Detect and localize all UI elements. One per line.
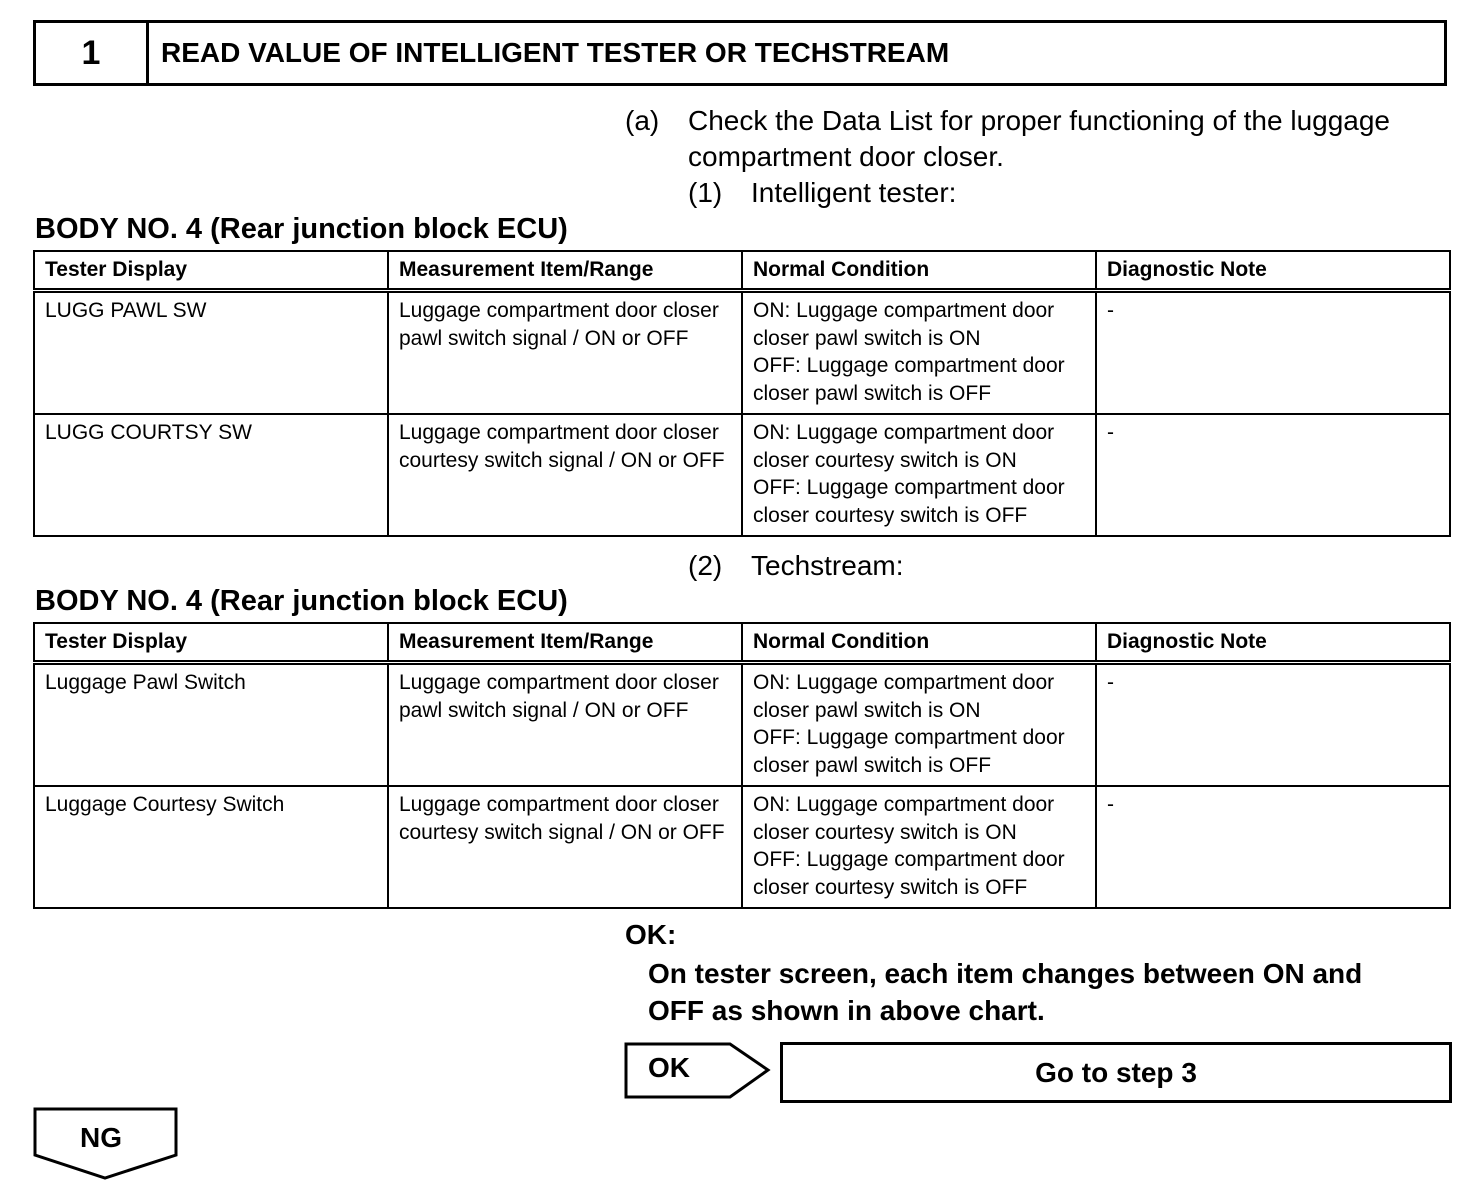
instruction-sub2-mark: (2)	[688, 550, 723, 581]
table2-title: BODY NO. 4 (Rear junction block ECU)	[35, 585, 568, 617]
normal-on: ON: Luggage compartment door closer courtesy switch is ON	[753, 793, 1055, 844]
goto-step-button[interactable]	[780, 1042, 1452, 1103]
table-row	[34, 663, 1450, 787]
ok-condition-line2: OFF as shown in above chart.	[648, 995, 1045, 1026]
table-row	[34, 414, 1450, 536]
data-list-table-2	[33, 622, 1451, 909]
ok-condition-line1: On tester screen, each item changes between ON and	[648, 958, 1363, 989]
table1-title: BODY NO. 4 (Rear junction block ECU)	[35, 213, 568, 245]
header-diagnostic-note: Diagnostic Note	[1096, 623, 1450, 663]
normal-off: OFF: Luggage compartment door closer pawl switch is OFF	[753, 354, 1065, 405]
normal-on: ON: Luggage compartment door closer pawl switch is ON	[753, 299, 1055, 350]
header-tester-display: Tester Display	[34, 251, 388, 291]
cell-measurement: Luggage compartment door closer courtesy switch signal / ON or OFF	[388, 414, 742, 536]
table-row	[34, 786, 1450, 908]
normal-off: OFF: Luggage compartment door closer pawl switch is OFF	[753, 726, 1065, 777]
cell-diagnostic-note: -	[1096, 291, 1450, 415]
cell-normal-condition	[742, 786, 1096, 908]
instruction-a-line1: Check the Data List for proper functioning of the luggage	[688, 105, 1390, 136]
cell-tester-display: Luggage Courtesy Switch	[34, 786, 388, 908]
ng-label: NG	[80, 1122, 122, 1153]
ok-condition-text	[648, 955, 1448, 1029]
cell-tester-display: Luggage Pawl Switch	[34, 663, 388, 787]
header-tester-display: Tester Display	[34, 623, 388, 663]
cell-measurement: Luggage compartment door closer courtesy switch signal / ON or OFF	[388, 786, 742, 908]
step-number: 1	[36, 23, 149, 83]
instruction-sub2-text: Techstream:	[751, 550, 904, 581]
header-measurement: Measurement Item/Range	[388, 251, 742, 291]
header-normal-condition: Normal Condition	[742, 251, 1096, 291]
cell-diagnostic-note: -	[1096, 663, 1450, 787]
cell-normal-condition	[742, 291, 1096, 415]
header-diagnostic-note: Diagnostic Note	[1096, 251, 1450, 291]
normal-on: ON: Luggage compartment door closer pawl switch is ON	[753, 671, 1055, 722]
ok-arrow-label: OK	[648, 1052, 690, 1083]
step-header	[33, 20, 1447, 86]
cell-diagnostic-note: -	[1096, 786, 1450, 908]
data-list-table-1	[33, 250, 1451, 537]
normal-off: OFF: Luggage compartment door closer courtesy switch is OFF	[753, 848, 1065, 899]
table-header-row	[34, 623, 1450, 663]
ok-arrow-icon	[624, 1042, 774, 1100]
cell-tester-display: LUGG COURTSY SW	[34, 414, 388, 536]
ok-label: OK:	[625, 919, 677, 950]
cell-measurement: Luggage compartment door closer pawl switch signal / ON or OFF	[388, 663, 742, 787]
step-title: READ VALUE OF INTELLIGENT TESTER OR TECHSTREAM	[161, 37, 950, 68]
cell-measurement: Luggage compartment door closer pawl switch signal / ON or OFF	[388, 291, 742, 415]
table-row	[34, 291, 1450, 415]
cell-normal-condition	[742, 663, 1096, 787]
instruction-sub1-mark: (1)	[688, 177, 723, 208]
instruction-sub1-text: Intelligent tester:	[751, 177, 957, 208]
cell-normal-condition	[742, 414, 1096, 536]
table-header-row	[34, 251, 1450, 291]
instruction-a-line2: compartment door closer.	[688, 141, 1004, 172]
instruction-a-text	[688, 103, 1458, 175]
cell-tester-display: LUGG PAWL SW	[34, 291, 388, 415]
cell-diagnostic-note: -	[1096, 414, 1450, 536]
header-measurement: Measurement Item/Range	[388, 623, 742, 663]
normal-off: OFF: Luggage compartment door closer courtesy switch is OFF	[753, 476, 1065, 527]
goto-step-label: Go to step 3	[1035, 1056, 1197, 1088]
normal-on: ON: Luggage compartment door closer courtesy switch is ON	[753, 421, 1055, 472]
instruction-a-mark: (a)	[625, 105, 660, 136]
header-normal-condition: Normal Condition	[742, 623, 1096, 663]
